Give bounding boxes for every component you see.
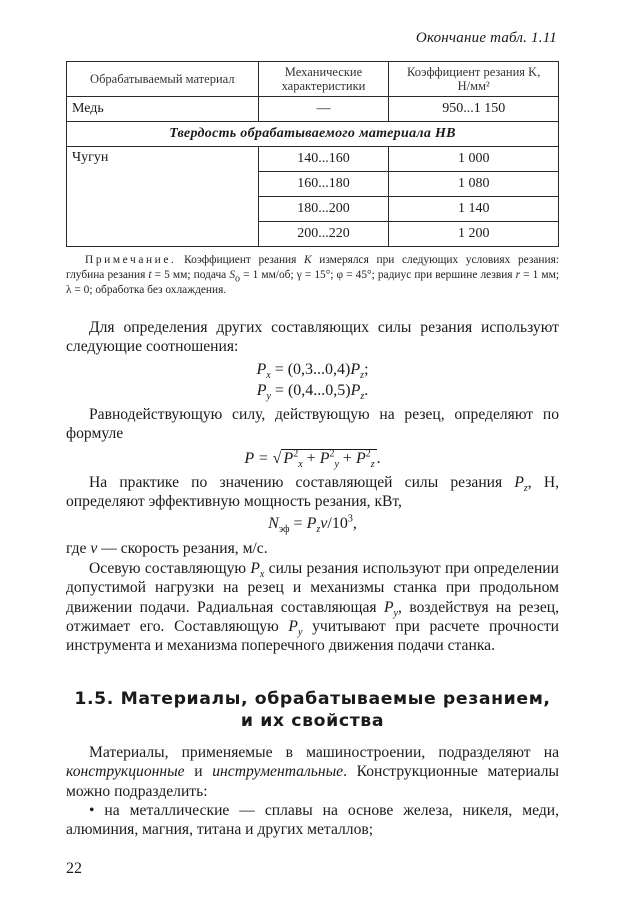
sqrt-icon: √ <box>272 450 282 467</box>
formula-text: , <box>352 515 357 532</box>
page-number: 22 <box>66 860 82 877</box>
formula-var: P <box>319 450 330 467</box>
formula-sub: y <box>393 607 398 619</box>
formula-sub: x <box>266 370 271 382</box>
note-var-s: S <box>229 269 236 281</box>
section-heading-line2: и их свойства <box>240 711 385 731</box>
paragraph-text: Осевую составляющую <box>89 560 251 577</box>
cell-coefficient: 1 000 <box>389 147 559 172</box>
section-heading <box>66 688 559 732</box>
formula-var: N <box>268 515 279 532</box>
emphasis-tool: инструментальные <box>212 763 344 781</box>
note-text: = 5 мм; подача <box>151 269 230 281</box>
table-header-row <box>67 62 559 97</box>
formula-text: . <box>364 382 369 399</box>
formula-var: P <box>283 450 294 467</box>
formula-text: + <box>302 450 320 467</box>
formula-var: P <box>306 515 317 532</box>
formula-py <box>66 382 559 403</box>
paragraph-where <box>66 539 559 558</box>
formula-text: . <box>376 450 381 467</box>
formula-text: /10 <box>327 515 348 532</box>
formula-var: P <box>288 617 298 635</box>
header-characteristics-line1: Механические <box>284 65 363 79</box>
formula-exp: 2 <box>329 448 335 460</box>
formula-exp: 2 <box>293 448 299 460</box>
formula-text: + <box>338 450 356 467</box>
formula-sub: z <box>360 370 365 382</box>
paragraph-axial <box>66 559 559 655</box>
header-material: Обрабатываемый материал <box>67 62 259 97</box>
formula-sub: x <box>298 459 303 471</box>
formula-var: P <box>384 598 394 616</box>
header-characteristics-line2: характеристики <box>281 79 366 93</box>
formula-text: = (0,4...0,5) <box>270 382 351 399</box>
note-text: = 1 мм/об; γ = 15°; φ = 45°; радиус при вершине лезвия <box>240 269 516 281</box>
emphasis-structural: конструкционные <box>66 763 185 781</box>
formula-text: ; <box>364 361 369 378</box>
note-var-r: r <box>515 269 521 281</box>
cell-hardness: 140...160 <box>258 147 389 172</box>
section-heading-line1: 1.5. Материалы, обрабатываемые резанием, <box>74 689 551 709</box>
paragraph-text: На практике по значению составляющей силы резания <box>89 474 515 491</box>
paragraph-practice <box>66 473 559 512</box>
formula-resultant <box>66 448 559 471</box>
header-coefficient <box>389 62 559 97</box>
note-var-s-sub: o <box>235 273 241 285</box>
formula-text: = <box>289 515 307 532</box>
cell-material-cast-iron: Чугун <box>67 147 259 247</box>
cell-coefficient: 950...1 150 <box>389 97 559 122</box>
cell-hardness: 200...220 <box>258 222 389 247</box>
formula-sub: y <box>297 627 303 638</box>
table-caption: Окончание табл. 1.11 <box>415 30 557 46</box>
paragraph-text: . Конструкционные материалы можно подразделить: <box>66 763 559 800</box>
header-coefficient-line1: Коэффициент резания K, <box>407 65 541 79</box>
note-text: измерялся при следующих условиях резания: глубина резания <box>66 254 559 281</box>
formula-sub: y <box>266 391 271 403</box>
paragraph-text: силы резания используют при определении допустимой нагрузки на резец и механизмы станка при продольном движении подачи. Радиальная составляющая <box>66 560 559 616</box>
header-characteristics <box>258 62 389 97</box>
formula-var: P <box>355 450 366 467</box>
paragraph-text: , воздействуя на резец, отжимает его. Составляющую <box>66 598 559 635</box>
formula-var: P <box>350 382 361 399</box>
formula-var: P <box>256 361 267 378</box>
note-text: = 1 мм; λ = 0; обработка без охлаждения. <box>66 269 559 296</box>
paragraph-resultant: Равнодействующую силу, действующую на резец, определяют по формуле <box>66 406 559 443</box>
cell-material: Медь <box>67 97 259 122</box>
table-row <box>67 147 559 172</box>
bullet-metallic: • на металлические — сплавы на основе железа, никеля, меди, алюминия, магния, титана и других металлов; <box>66 802 559 839</box>
cell-characteristics: — <box>258 97 389 122</box>
paragraph-text: Материалы, применяемые в машиностроении, подразделяют на <box>89 744 559 761</box>
paragraph-text: , Н, определяют эффективную мощность резания, кВт, <box>66 474 559 511</box>
table-subheader-row <box>67 122 559 147</box>
note-var-t: t <box>148 269 152 281</box>
formula-exp: 2 <box>365 448 371 460</box>
paragraph-text: и <box>184 763 213 781</box>
table-row-copper <box>67 97 559 122</box>
paragraph-text: учитывают при расчете прочности инструмента и механизма поперечного движения подачи станка. <box>66 617 559 655</box>
formula-var: P <box>250 560 260 577</box>
formula-sub: эф <box>278 524 290 536</box>
formula-sub: y <box>334 459 339 471</box>
paragraph-text: — скорость резания, м/с. <box>97 540 268 557</box>
note-var-k: K <box>304 254 312 266</box>
formula-var: P <box>256 382 267 399</box>
formula-var: v <box>90 540 98 557</box>
formula-var: P <box>350 361 361 378</box>
note-text: Коэффициент резания <box>176 254 305 266</box>
cell-hardness: 180...200 <box>258 197 389 222</box>
note-label: Примечание. <box>85 254 177 266</box>
paragraph-text: где <box>66 540 91 557</box>
formula-sub: z <box>360 391 365 403</box>
formula-px <box>66 361 559 382</box>
sqrt-radicand <box>281 448 376 471</box>
formula-var: v <box>320 515 328 532</box>
formula-var: P <box>514 474 524 491</box>
paragraph-components: Для определения других составляющих силы резания используют следующие соотношения: <box>66 319 559 356</box>
cell-coefficient: 1 200 <box>389 222 559 247</box>
cell-coefficient: 1 140 <box>389 197 559 222</box>
formula-power <box>66 513 559 536</box>
table-note <box>66 253 559 298</box>
formula-text: = (0,3...0,4) <box>270 361 351 378</box>
formula-sub: z <box>523 483 528 495</box>
formula-exp: 3 <box>347 513 353 525</box>
table-subheader: Твердость обрабатываемого материала НВ <box>67 122 559 147</box>
formula-sub: z <box>370 459 375 471</box>
header-coefficient-line2: Н/мм² <box>457 79 490 93</box>
cell-coefficient: 1 080 <box>389 172 559 197</box>
cell-hardness: 160...180 <box>258 172 389 197</box>
formula-sub: x <box>259 569 265 581</box>
cutting-coefficient-table <box>66 61 559 247</box>
paragraph-materials <box>66 743 559 801</box>
formula-sub: z <box>316 524 321 536</box>
formula-var: P = <box>244 450 273 467</box>
